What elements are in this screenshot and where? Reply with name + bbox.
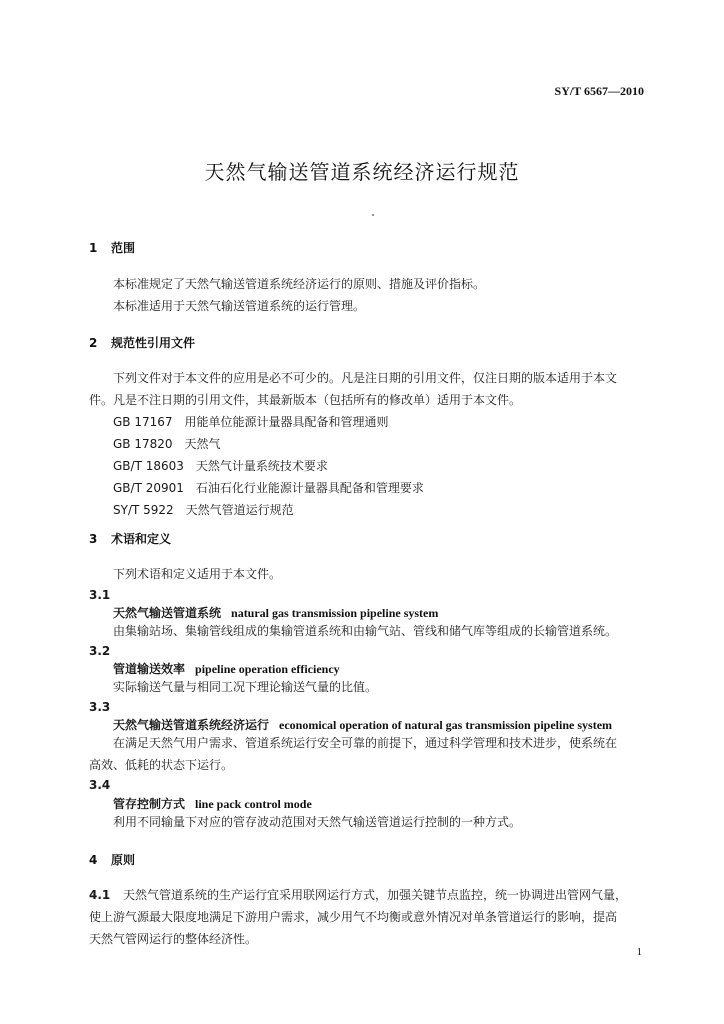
clause-4-1-line-2: 使上游气源最大限度地满足下游用户需求，减少用气不均衡或意外情况对单条管道运行的影响，提高 xyxy=(89,910,618,924)
reference-item: GB 17820 天然气 xyxy=(113,437,221,451)
term-number: 3.2 xyxy=(89,644,111,658)
section-1-paragraph-1: 本标准规定了天然气输送管道系统经济运行的原则、措施及评价指标。 xyxy=(113,277,486,291)
term-number: 3.4 xyxy=(89,778,111,792)
section-2-heading xyxy=(89,334,195,351)
term-english: natural gas transmission pipeline system xyxy=(231,606,439,620)
section-title: 规范性引用文件 xyxy=(111,336,196,350)
clause-4-1-line-3: 天然气管网运行的整体经济性。 xyxy=(89,932,258,946)
decorative-dot xyxy=(372,214,374,216)
section-number: 3 xyxy=(89,532,98,546)
section-number: 4 xyxy=(89,853,98,867)
term-english: line pack control mode xyxy=(195,797,312,811)
term-definition: 在满足天然气用户需求、管道系统运行安全可靠的前提下，通过科学管理和技术进步，使系统在 xyxy=(113,736,618,750)
term-chinese: 天然气输送管道系统经济运行 xyxy=(113,718,270,732)
term-entry xyxy=(113,604,438,621)
term-definition: 利用不同输量下对应的管存波动范围对天然气输送管道运行控制的一种方式。 xyxy=(113,815,522,829)
term-entry xyxy=(113,660,340,677)
standard-code: SY/T 6567—2010 xyxy=(554,84,644,98)
term-entry xyxy=(113,716,612,733)
term-definition: 实际输送气量与相同工况下理论输送气量的比值。 xyxy=(113,680,378,694)
term-chinese: 管道输送效率 xyxy=(113,662,186,676)
section-number: 1 xyxy=(89,241,98,255)
term-chinese: 管存控制方式 xyxy=(113,797,186,811)
page-number: 1 xyxy=(636,946,642,958)
section-number: 2 xyxy=(89,336,98,350)
term-english: pipeline operation efficiency xyxy=(195,662,340,676)
section-4-heading xyxy=(89,851,135,868)
section-2-paragraph-line-2: 件。凡是不注日期的引用文件，其最新版本（包括所有的修改单）适用于本文件。 xyxy=(89,393,522,407)
clause-number: 4.1 xyxy=(89,888,111,902)
section-1-paragraph-2: 本标准适用于天然气输送管道系统的运行管理。 xyxy=(113,299,366,313)
section-title: 原则 xyxy=(111,853,136,867)
clause-4-1-line-1 xyxy=(89,886,627,903)
term-definition-continued: 高效、低耗的状态下运行。 xyxy=(89,758,234,772)
reference-item: GB/T 18603 天然气计量系统技术要求 xyxy=(113,459,328,473)
term-definition: 由集输站场、集输管线组成的集输管道系统和由输气站、管线和储气库等组成的长输管道系统。 xyxy=(113,624,618,638)
section-title: 术语和定义 xyxy=(111,532,172,546)
term-number: 3.3 xyxy=(89,700,111,714)
section-3-heading xyxy=(89,530,171,547)
reference-item: GB/T 20901 石油石化行业能源计量器具配备和管理要求 xyxy=(113,481,424,495)
section-1-heading xyxy=(89,239,135,256)
term-english: economical operation of natural gas transmission pipeline system xyxy=(279,718,613,732)
term-number: 3.1 xyxy=(89,588,111,602)
section-2-paragraph-line-1: 下列文件对于本文件的应用是必不可少的。凡是注日期的引用文件，仅注日期的版本适用于本文 xyxy=(113,371,618,385)
section-3-intro: 下列术语和定义适用于本文件。 xyxy=(113,567,282,581)
reference-item: SY/T 5922 天然气管道运行规范 xyxy=(113,503,294,517)
reference-item: GB 17167 用能单位能源计量器具配备和管理通则 xyxy=(113,415,389,429)
term-chinese: 天然气输送管道系统 xyxy=(113,606,222,620)
section-title: 范围 xyxy=(111,241,136,255)
clause-text: 天然气管道系统的生产运行宜采用联网运行方式，加强关键节点监控，统一协调进出管网气量， xyxy=(123,888,628,902)
term-entry xyxy=(113,795,312,812)
document-title: 天然气输送管道系统经济运行规范 xyxy=(204,160,520,184)
